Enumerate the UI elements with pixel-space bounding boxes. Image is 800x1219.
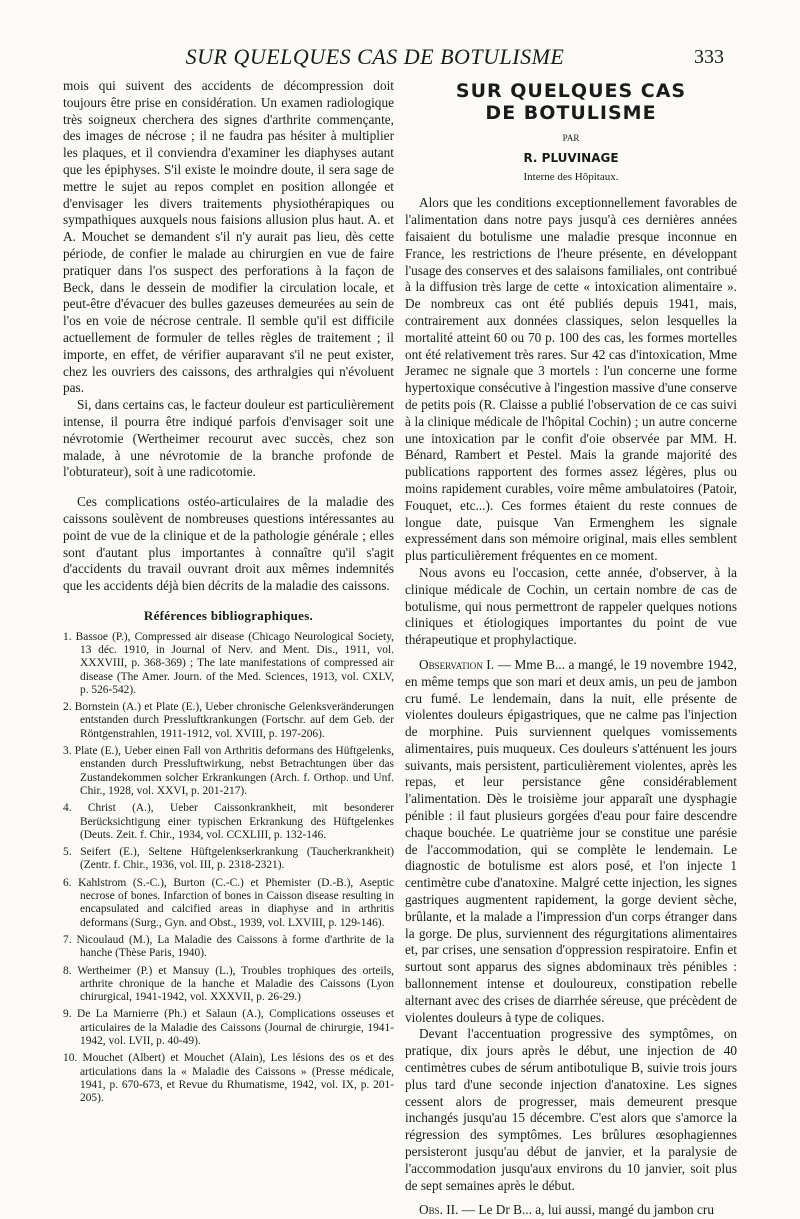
intro-paragraph: Alors que les conditions exceptionnellement favorables de l'alimentation dans notre pays jusqu'à ces dernières années faisaient du botulisme une maladie presque inconnue en France, les restrictions de l'heure présente, en développant l'usage des conserves et des salaisons familiales, ont contribué à la diffusion très large de cette « intoxication alimentaire ». De nombreux cas ont été publiés depuis 1941, mais, contrairement aux données classiques, selon lesquelles la mortalité atteint 60 ou 70 p. 100 des cas, les formes mortelles ont été relativement très rares. Sur 42 cas d'intoxication, Mme Jeramec ne signale que 3 mortels : l'un concerne une forme hypertoxique consécutive à l'ingestion massive d'une conserve de petits pois (R. Claisse a publié l'observation de ce cas suivi à la clinique médicale de l'hôpital Cochin) ; un autre concerne une intoxication par le confit d'oie observée par MM. H. Bénard, Rambert et Pestel. Mais la grande majorité des publications rapportent des formes assez légères, plus ou moins rapidement curables, voire même ambulatoires (Patoir, Fouquet, etc...). Ces formes étaient du reste connues de longue date, puisque Van Ermenghem les signale expressément dans son mémoire original, mais elles semblent plus particulièrement fréquentes en ce moment. (405, 195, 737, 564)
reference-item: 5. Seifert (E.), Seltene Hüftgelenkserkrankung (Taucherkrankheit) (Zentr. f. Chir., 1936, vol. III, p. 2318-2321). (63, 846, 394, 872)
observation-1-label: Observation I. (419, 656, 495, 672)
byline-par: PAR (562, 133, 580, 143)
reference-item: 9. De La Marnierre (Ph.) et Salaun (A.), Complications osseuses et articulaires de la Maladie des Caissons (Journal de chirurgie, 1941-1942, vol. LVII, p. 40-49). (63, 1008, 394, 1048)
article-title-line-1: SUR QUELQUES CAS (455, 80, 687, 102)
references-list (63, 631, 394, 1106)
reference-item: 2. Bornstein (A.) et Plate (E.), Ueber chronische Gelenksveränderungen entstanden durch Pressluftkrankungen (Fortschr. auf dem Geb. der Röntgenstrahlen, 1911-1912, vol. XVIII, p. 197-206). (63, 701, 394, 740)
article-title (405, 80, 737, 124)
observation-2-label: Obs. II. (419, 1202, 459, 1218)
observation-2 (405, 1202, 737, 1219)
observation-1 (405, 657, 737, 1027)
left-column (63, 78, 394, 1110)
right-column (405, 78, 737, 1219)
observation-1-continuation: Devant l'accentuation progressive des symptômes, on pratique, dix jours après le début, une injection de 40 centimètres cubes de sérum antibotulique B, suivie trois jours plus tard d'une seconde injection d'anatoxine. Les signes cessent alors de progresser, mais demeurent presque inchangés jusqu'au 15 décembre. C'est alors que s'amorce la régression des symptômes. Les brûlures œsophagiennes persisteront jusqu'au début de janvier, et la paralysie de l'accommodation jusqu'aux environs du 10 janvier, soit plus de sept semaines après le début. (405, 1026, 737, 1193)
conclusion-paragraph: Ces complications ostéo-articulaires de la maladie des caissons soulèvent de nombreuses questions intéressantes au point de vue de la clinique et de la pathologie générale ; elles sont d'autant plus importantes à connaître qu'il s'agit d'accidents du travail ouvrant droit aux mêmes indemnités que les accidents déjà bien décrits de la maladie des caissons. (63, 494, 394, 594)
article-title-line-2: DE BOTULISME (485, 102, 657, 124)
author-name: R. PLUVINAGE (523, 150, 619, 165)
body-paragraph: Si, dans certains cas, le facteur douleur est particulièrement intense, il pourra être indiqué parfois d'envisager soit une névrotomie (Wertheimer recourut avec succès, chez son malade, à une névrotomie de la branche profonde de l'obturateur), soit à une radicotomie. (63, 397, 394, 480)
reference-item: 1. Bassoe (P.), Compressed air disease (Chicago Neurological Society, 13 déc. 1910, in Journal of Nerv. and Ment. Dis., 1911, vol. XXXVIII, p. 368-369) ; The late manifestations of compressed air disease (The Amer. Journ. of the Med. Sciences, 1913, vol. CXLV, p. 526-542). (63, 630, 394, 696)
continuation-paragraph: mois qui suivent des accidents de décompression doit toujours être prise en considération. Un examen radiologique très soigneux cherchera des signes d'arthrite commençante, des images de nécrose ; il ne faudra pas hésiter à multiplier les plaques, et il conviendra d'examiner les diaphyses autant que les épiphyses. S'il existe le moindre doute, il sera sage de mettre le sujet au repos complet en position allongée et d'envisager les divers traitements physiothérapiques ou sympathiques auxquels nous faisions allusion plus haut. A. et A. Mouchet se demandent s'il n'y aurait pas lieu, dès cette période, de confier le malade au chirurgien en vue de faire pratiquer dans l'os suspect des perforations à la façon de Beck, dans le dessein de modifier la circulation locale, et peut-être d'évacuer des bulles gazeuses demeurées au sein de l'os en voie de nécrose centrale. Il semble qu'il est difficile actuellement de formuler de telles règles de traitement ; il importe, en effet, de vérifier auparavant s'il ne peut exister, chez les ouvriers des caissons, des arthralgies qui n'évoluent pas. (63, 78, 394, 396)
running-title: SUR QUELQUES CAS DE BOTULISME (185, 44, 565, 69)
reference-item: 8. Wertheimer (P.) et Mansuy (L.), Troubles trophiques des orteils, arthrite chronique de la hanche et Maladie des Caissons (Lyon chirurgical, 1941-1942, vol. XXXVII, p. 26-29.) (63, 964, 394, 1004)
reference-item: 10. Mouchet (Albert) et Mouchet (Alain), Les lésions des os et des articulations dans la « Maladie des Caissons » (Presse médicale, 1941, p. 670-673, et Revue du Rhumatisme, 1942, vol. IX, p. 201-205). (63, 1052, 394, 1105)
page-number: 333 (694, 46, 724, 68)
reference-item: 3. Plate (E.), Ueber einen Fall von Arthritis deformans des Hüftgelenks, enstanden durch Pressluftwirkung, nebst Betrachtungen über das Zustandekommen solcher Erkrankungen (Arch. f. Orthop. und Unf. Chir., 1928, vol. XXVI, p. 201-217). (63, 745, 394, 797)
references-heading: Références bibliographiques. (143, 607, 314, 623)
author-affiliation: Interne des Hôpitaux. (523, 170, 619, 183)
body-paragraph: Nous avons eu l'occasion, cette année, d'observer, à la clinique médicale de Cochin, un certain nombre de cas de botulisme, qui nous permettront de rappeler quelques notions cliniques et étiologiques importantes du point de vue thérapeutique et prophylactique. (405, 564, 737, 648)
reference-item: 4. Christ (A.), Ueber Caissonkrankheit, mit besonderer Berücksichtigung einer typischen Erkrankung des Hüftgelenkes (Deuts. Zeit. f. Chir., 1934, vol. CCXLIII, p. 132-146. (63, 802, 394, 841)
reference-item: 6. Kahlstrom (S.-C.), Burton (C.-C.) et Phemister (D.-B.), Aseptic necrose of bones. Infarction of bones in Caisson disease resulting in encapsulated and calcified areas in diaphyse and in arthritis deformans (Surg., Gyn. and Obst., 1939, vol. LXVIII, p. 129-146). (63, 876, 394, 929)
observation-2-text: — Le Dr B... a, lui aussi, mangé du jambon cru (458, 1202, 714, 1218)
observation-1-text: — Mme B... a mangé, le 19 novembre 1942, en même temps que son mari et deux amis, un peu de jambon cru fumé. Le lendemain, dans la nuit, elle présente de violentes douleurs épigastriques, que ne calme pas l'injection de morphine. Puis surviennent quelques vomissements alimentaires, puis muqueux. Ces douleurs s'atténuent les jours suivants, mais persistent, particulièrement violentes, après les repas, et leur persistance gêne considérablement l'alimentation. Dès le troisième jour apparaît une dysphagie pénible : il faut plusieurs gorgées d'eau pour faire descendre chaque bouchée. Le quatrième jour se constitue une parésie de l'accommodation, qui se complète le lendemain. Le diagnostic de botulisme est alors posé, et l'on injecte 1 centimètre cube d'anatoxine. Malgré cette injection, les signes gastriques augmentent rapidement, la gorge devient sèche, brûlante, et la malade a l'impression d'un corps étranger dans la gorge. De plus, surviennent des régurgitations alimentaires et, par crises, une sensation d'oppression respiratoire. Enfin et surtout sont apparus des signes abdominaux très pénibles : ballonnement intense et douloureux, constipation rebelle alternant avec des crises de diarrhée séreuse, que précèdent de violentes douleurs à type de coliques. (405, 656, 737, 1025)
reference-item: 7. Nicoulaud (M.), La Maladie des Caissons à forme d'arthrite de la hanche (Thèse Paris, 1940). (63, 933, 394, 960)
